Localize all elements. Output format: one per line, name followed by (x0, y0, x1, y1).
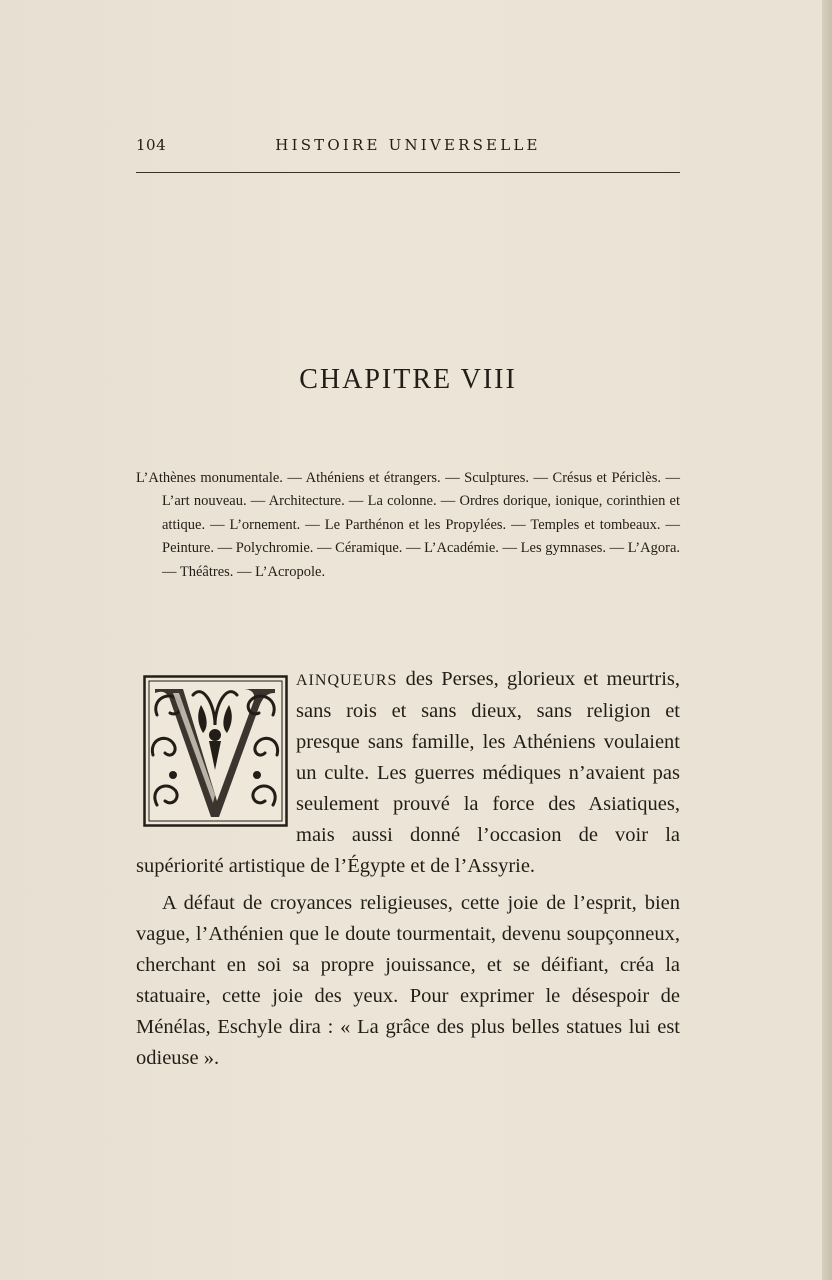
paragraph-2: A défaut de croyances religieuses, cette joie de l’esprit, bien vague, l’Athénien que le doute tourmentait, devenu soupçonneux, cherchant en soi sa propre jouissance, et se déifiant, créa la statuaire, cette joie des yeux. Pour exprimer le désespoir de Ménélas, Eschyle dira : « La grâce des plus belles statues lui est odieuse ». (136, 892, 680, 1069)
header-rule (136, 172, 680, 173)
dropcap-space (136, 664, 296, 840)
page-number: 104 (136, 136, 167, 154)
paragraph-1-text: des Perses, glorieux et meurtris, sans rois et sans dieux, sans religion et presque sans famille, les Athéniens voulaient un culte. Les guerres médiques n’avaient pas seulement prouvé la force des Asiatiques, mais aussi donné l’occasion de voir la supériorité artistique de l’Égypte et de l’Assyrie. (136, 668, 680, 877)
chapter-summary (136, 467, 680, 584)
running-title: HISTOIRE UNIVERSELLE (275, 136, 541, 154)
opening-smallcaps: AINQUEURS (296, 672, 398, 689)
page-header (136, 136, 680, 158)
chapter-title: CHAPITRE VIII (299, 364, 517, 395)
page-edge (822, 0, 832, 1280)
main-text (136, 664, 680, 1074)
summary-text: L’Athènes monumentale. — Athéniens et étrangers. — Sculptures. — Crésus et Périclès. — L’art nouveau. — Architecture. — La colonne. — Ordres dorique, ionique, corinthien et attique. — L’ornement. — Le Parthénon et les Propylées. — Temples et tombeaux. — Peinture. — Polychromie. — Céramique. — L’Académie. — Les gymnases. — L’Agora. — Théâtres. — L’Acropole. (136, 470, 680, 580)
paragraph-1 (136, 664, 680, 882)
